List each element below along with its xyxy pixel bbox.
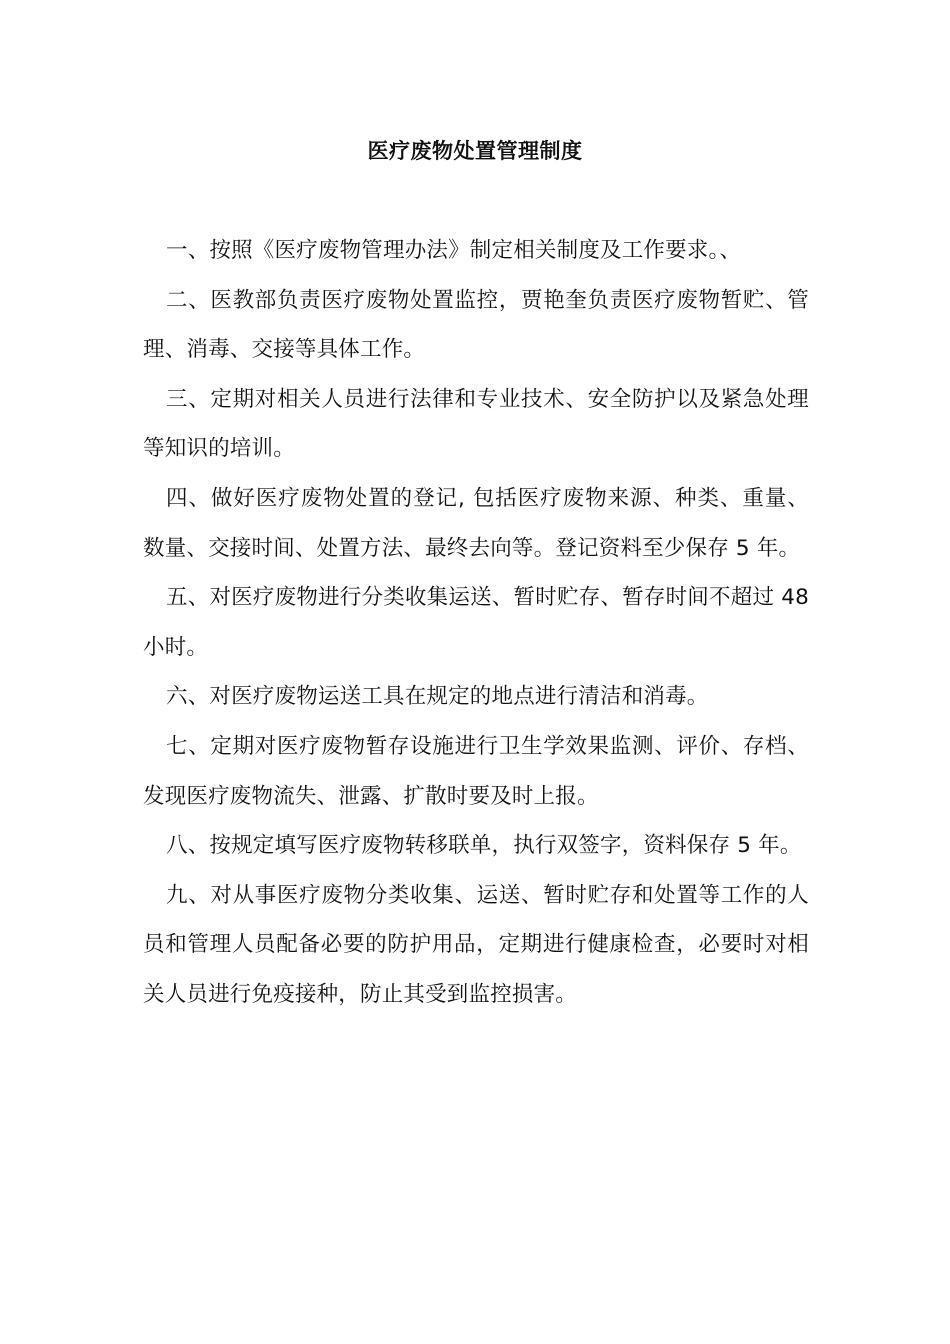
document-body: [143, 226, 809, 1020]
paragraph-6: 六、对医疗废物运送工具在规定的地点进行清洁和消毒。: [166, 684, 709, 710]
document-title: 医疗废物处置管理制度: [367, 139, 583, 163]
paragraph-7: 七、定期对医疗废物暂存设施进行卫生学效果监测、评价、存档、发现医疗废物流失、泄露、扩散时要及时上报。: [143, 733, 809, 809]
paragraph-3: 三、定期对相关人员进行法律和专业技术、安全防护以及紧急处理等知识的培训。: [143, 386, 809, 462]
paragraph-4: 四、做好医疗废物处置的登记, 包括医疗废物来源、种类、重量、数量、交接时间、处置方法、最终去向等。登记资料至少保存 5 年。: [143, 485, 809, 561]
paragraph-8: 八、按规定填写医疗废物转移联单，执行双签字，资料保存 5 年。: [166, 833, 802, 859]
paragraph-2: 二、医教部负责医疗废物处置监控，贾艳奎负责医疗废物暂贮、管理、消毒、交接等具体工作。: [143, 287, 809, 363]
paragraph-9: 九、对从事医疗废物分类收集、运送、暂时贮存和处置等工作的人员和管理人员配备必要的防护用品，定期进行健康检查，必要时对相关人员进行免疫接种，防止其受到监控损害。: [143, 882, 809, 1007]
paragraph-1: 一、按照《医疗废物管理办法》制定相关制度及工作要求。、: [166, 238, 742, 263]
paragraph-5: 五、对医疗废物进行分类收集运送、暂时贮存、暂存时间不超过 48 小时。: [143, 585, 809, 660]
